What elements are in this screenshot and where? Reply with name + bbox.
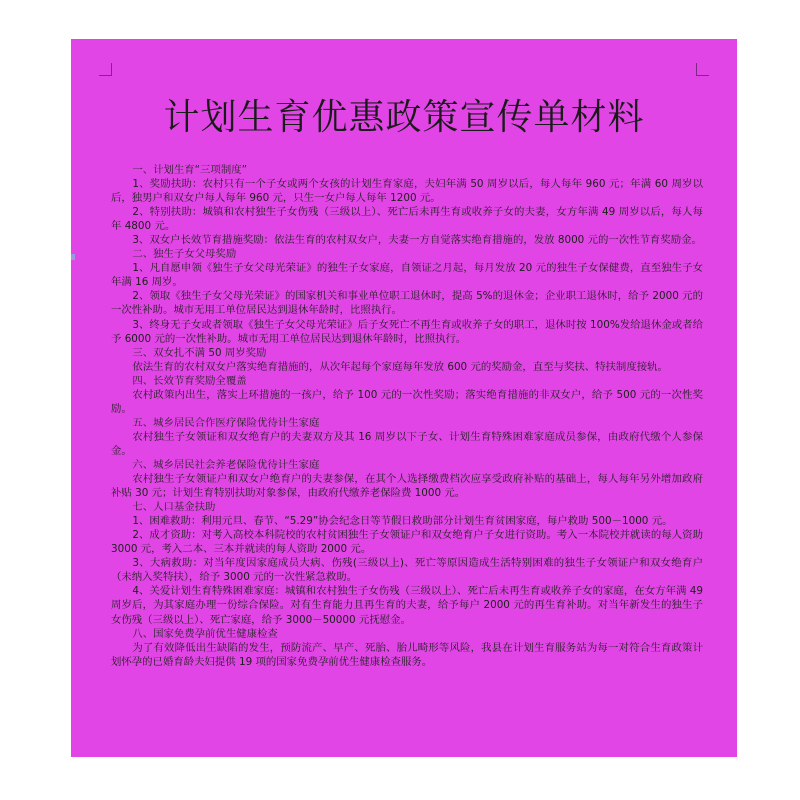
paragraph: 3、终身无子女或者领取《独生子女父母光荣证》后子女死亡不再生育或收养子女的职工，退休时按 100%发给退休金或者给予 6000 元的一次性补助。城市无用工单位居民达到退休年龄时，比照执行。 — [111, 318, 703, 345]
paragraph: 农村独生子女领证和双女绝育户的夫妻双方及其 16 周岁以下子女、计划生育特殊困难家庭成员参保，由政府代缴个人参保金。 — [111, 430, 703, 457]
section-heading: 三、双女扎不满 50 周岁奖励 — [132, 346, 267, 359]
section-heading: 八、国家免费孕前优生健康检查 — [132, 627, 278, 640]
paragraph: 农村政策内出生，落实上环措施的一孩户，给予 100 元的一次性奖励；落实绝育措施的非双女户，给予 500 元的一次性奖励。 — [111, 388, 703, 415]
paragraph: 2、特别扶助：城镇和农村独生子女伤残（三级以上）、死亡后未再生育或收养子女的夫妻，女方年满 49 周岁以后，每人每年 4800 元。 — [111, 206, 703, 233]
section-heading: 六、城乡居民社会养老保险优待计生家庭 — [132, 458, 320, 471]
document-body — [111, 163, 703, 669]
section-heading: 四、长效节育奖励全覆盖 — [132, 374, 247, 387]
paragraph: 1、奖励扶助：农村只有一个子女或两个女孩的计划生育家庭，夫妇年满 50 周岁以后，每人每年 960 元；年满 60 周岁以后，独男户和双女户每人每年 960 元，只生一女户每人每年 1200 元。 — [111, 178, 703, 205]
section-heading: 二、独生子女父母奖励 — [132, 248, 237, 261]
paragraph: 农村独生子女领证户和双女户绝育户的夫妻参保，在其个人选择缴费档次应享受政府补贴的基础上，每人每年另外增加政府补贴 30 元；计划生育特别扶助对象参保，由政府代缴养老保险费 1000 元。 — [111, 473, 703, 500]
paragraph: 1、困难救助：利用元旦、春节、“5.29”协会纪念日等节假日救助部分计划生育贫困家庭，每户救助 500－1000 元。 — [132, 515, 673, 528]
paragraph: 4、关爱计划生育特殊困难家庭：城镇和农村独生子女伤残（三级以上）、死亡后未再生育或收养子女的家庭，在女方年满 49 周岁后，为其家庭办理一份综合保险。对有生育能力且再生育的夫妻，给予每户 2000 元的再生育补助。对当年新发生的独生子女伤残（三级以上）、死亡家庭，给予 3000－50000 元抚慰金。 — [111, 585, 703, 626]
paragraph: 3、大病救助：对当年度因家庭成员大病、伤残(三级以上)、死亡等原因造成生活特别困难的独生子女领证户和双女绝育户（未纳入奖特扶），给予 3000 元的一次性紧急救助。 — [111, 557, 703, 584]
section-heading: 一、计划生育“三项制度” — [132, 164, 247, 176]
section-heading: 七、人口基金扶助 — [132, 501, 216, 514]
section-heading: 五、城乡居民合作医疗保险优待计生家庭 — [132, 416, 320, 429]
paragraph: 2、成才资助：对考入高校本科院校的农村贫困独生子女领证户和双女绝育户子女进行资助。考入一本院校并就读的每人资助 3000 元，考入二本、三本并就读的每人资助 2000 元。 — [111, 529, 703, 556]
paragraph: 2、领取《独生子女父母光荣证》的国家机关和事业单位职工退休时，提高 5%的退休金；企业职工退休时，给予 2000 元的一次性补助。城市无用工单位居民达到退休年龄时，比照执行。 — [111, 290, 703, 317]
crop-mark-top-left — [99, 63, 112, 76]
paragraph: 3、双女户长效节育措施奖励：依法生育的农村双女户，夫妻一方自觉落实绝育措施的，发放 8000 元的一次性节育奖励金。 — [132, 234, 702, 247]
page-edge-marker — [71, 254, 75, 260]
paragraph: 为了有效降低出生缺陷的发生，预防流产、早产、死胎、胎儿畸形等风险，我县在计划生育服务站为每一对符合生育政策计划怀孕的已婚育龄夫妇提供 19 项的国家免费孕前优生健康检查服务。 — [111, 641, 703, 668]
paragraph: 1、凡自愿申领《独生子女父母光荣证》的独生子女家庭，自领证之月起，每月发放 20 元的独生子女保健费，直至独生子女年满 16 周岁。 — [111, 262, 703, 289]
document-title: 计划生育优惠政策宣传单材料 — [163, 97, 645, 138]
paragraph: 依法生育的农村双女户落实绝育措施的，从次年起每个家庭每年发放 600 元的奖励金，直至与奖扶、特扶制度接轨。 — [132, 360, 668, 373]
crop-mark-top-right — [696, 63, 709, 76]
document-page — [71, 39, 737, 757]
